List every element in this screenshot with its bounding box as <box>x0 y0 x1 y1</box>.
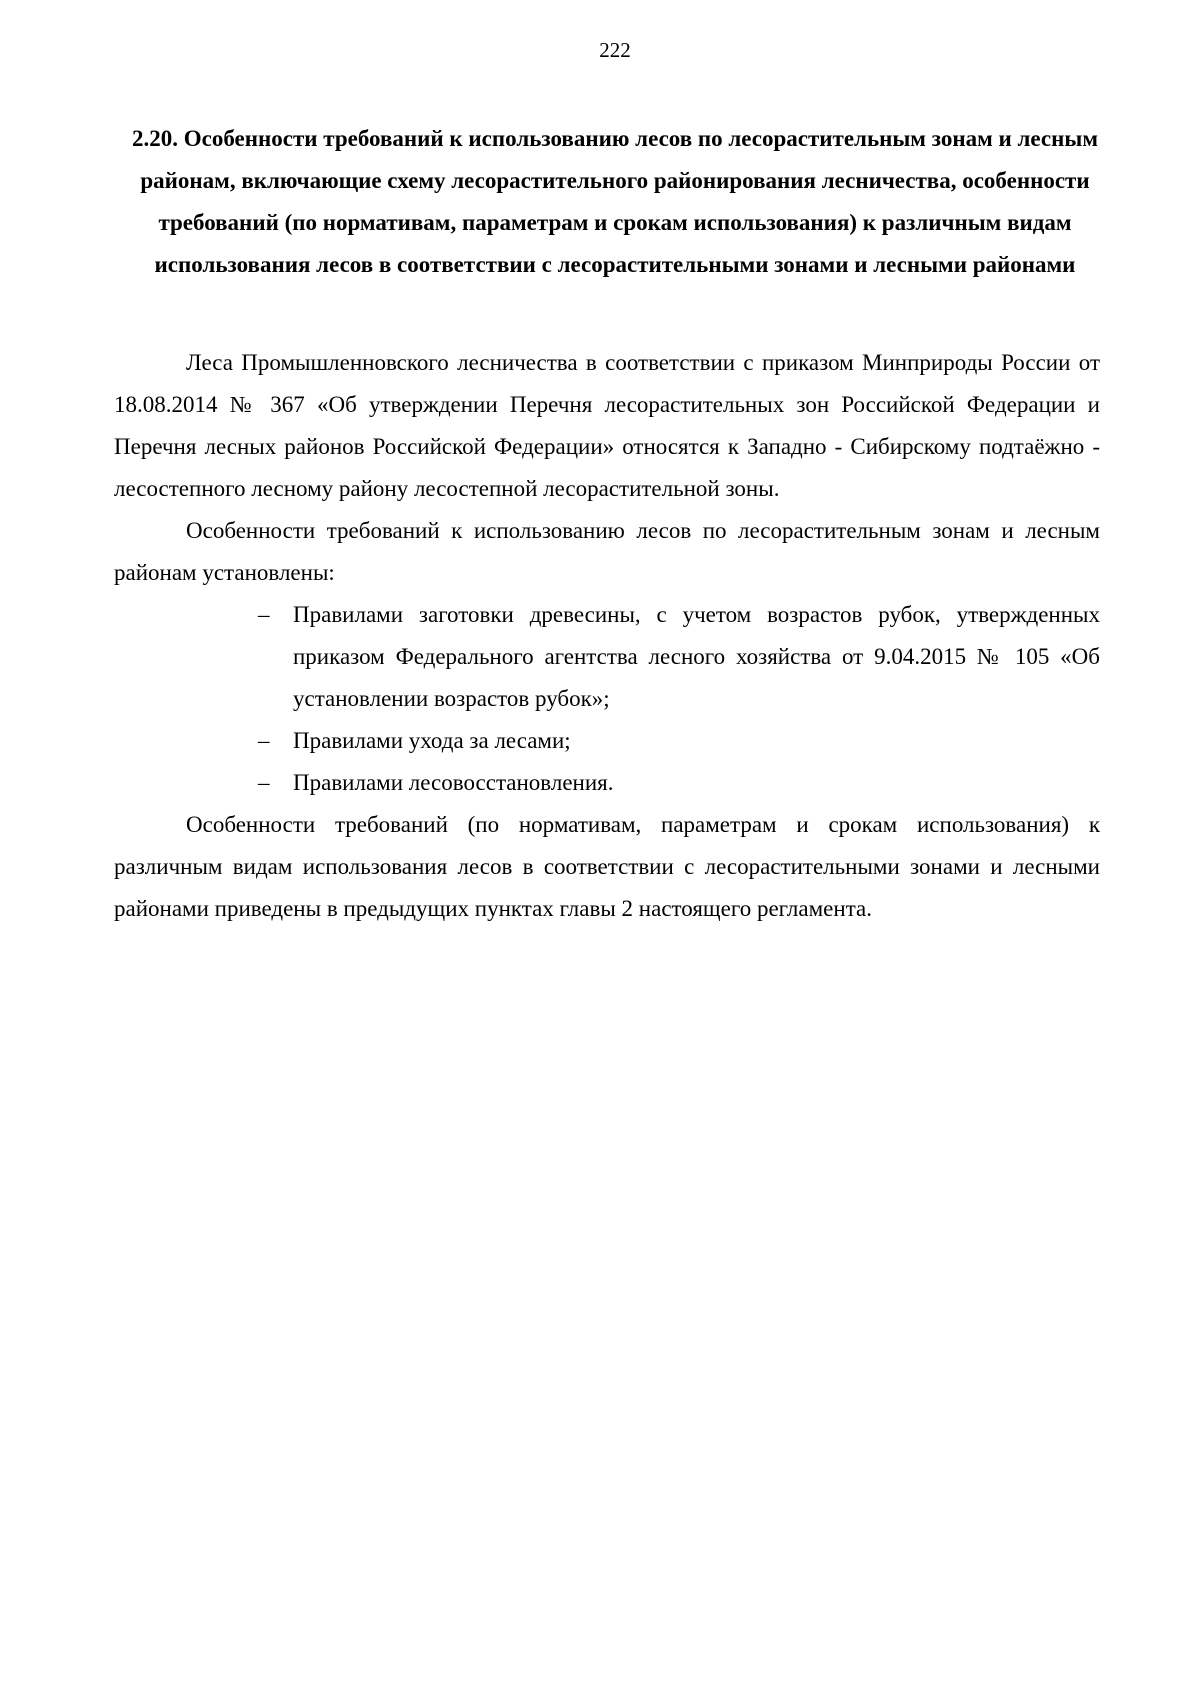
dash-marker: – <box>258 602 270 627</box>
dash-marker: – <box>258 728 270 753</box>
document-body <box>114 342 1100 930</box>
paragraph-requirements-reference: Особенности требований (по нормативам, параметрам и срокам использования) к различным видам использования лесов в соответствии с лесорастительными зонами и лесными районами приведены в предыдущих пунктах главы 2 настоящего регламента. <box>114 812 1100 921</box>
list-item-text: Правилами лесовосстановления. <box>293 770 614 795</box>
list-item <box>258 720 1100 762</box>
list-item <box>258 594 1100 720</box>
rules-list <box>114 594 1100 804</box>
list-item-text: Правилами ухода за лесами; <box>293 728 571 753</box>
dash-marker: – <box>258 770 270 795</box>
section-heading: 2.20. Особенности требований к использованию лесов по лесорастительным зонам и лесным районам, включающие схему лесорастительного районирования лесничества, особенности требований (по нормативам, параметрам и срокам использования) к различным видам использования лесов в соответствии с лесорастительными зонами и лесными районами <box>132 126 1098 277</box>
paragraph-forest-classification: Леса Промышленновского лесничества в соответствии с приказом Минприроды России от 18.08.2014 № 367 «Об утверждении Перечня лесорастительных зон Российской Федерации и Перечня лесных районов Российской Федерации» относятся к Западно - Сибирскому подтаёжно - лесостепного лесному району лесостепной лесорастительной зоны. <box>114 350 1100 501</box>
list-item <box>258 762 1100 804</box>
paragraph-requirements-intro: Особенности требований к использованию лесов по лесорастительным зонам и лесным районам установлены: <box>114 518 1100 585</box>
list-item-text: Правилами заготовки древесины, с учетом возрастов рубок, утвержденных приказом Федерального агентства лесного хозяйства от 9.04.2015 № 105 «Об установлении возрастов рубок»; <box>293 602 1100 711</box>
page-number: 222 <box>599 38 631 62</box>
